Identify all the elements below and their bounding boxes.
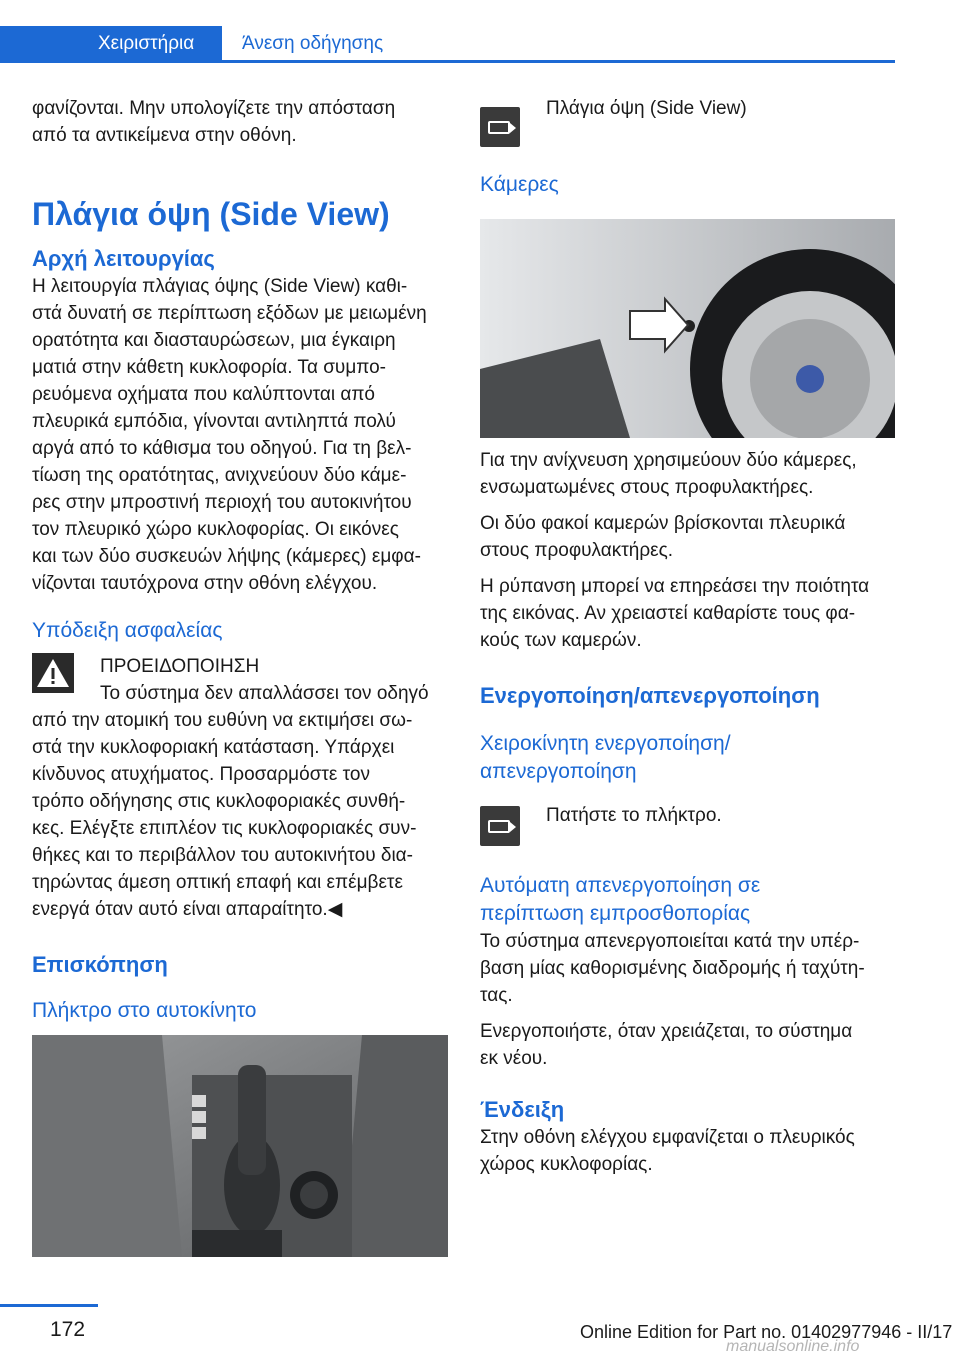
text-line: θήκες και το περιβάλλον του αυτοκινήτου δια‐ [32, 845, 413, 866]
text-line: εκ νέου. [480, 1048, 548, 1069]
text-line: ματιά στην κάθετη κυκλοφορία. Τα συμπο‐ [32, 357, 387, 378]
center-console-illustration [32, 1035, 448, 1257]
overview-heading: Επισκόπηση [32, 952, 168, 977]
text-line: πλευρικά εμπόδια, γίνονται αντιληπτά πολύ [32, 411, 396, 432]
text-line: Το σύστημα απενεργοποιείται κατά την υπέρ‐ [480, 931, 860, 952]
text-line: τας. [480, 985, 513, 1006]
text-line: στά δυνατή σε περίπτωση εξόδων με μειωμένη [32, 303, 427, 324]
text-line: κες. Ελέγξτε επιπλέον τις κυκλοφοριακές συν‐ [32, 818, 417, 839]
principle-heading: Αρχή λειτουργίας [32, 246, 215, 271]
side-view-camera-icon [480, 107, 520, 147]
text-line: Για την ανίχνευση χρησιμεύουν δύο κάμερες, [480, 450, 857, 471]
text-line: κίνδυνος ατυχήματος. Προσαρμόστε τον [32, 764, 370, 785]
warning-triangle-icon [32, 653, 74, 693]
text-line: αργά από το κάθισμα του οδηγού. Για τη βελ‐ [32, 438, 412, 459]
display-heading: Ένδειξη [480, 1097, 565, 1122]
text-line: ενεργά όταν αυτό είναι απαραίτητο.◀ [32, 899, 343, 920]
text-line: ρες στην μπροστινή περιοχή του αυτοκινήτου [32, 492, 412, 513]
text-line: βαση μίας καθορισμένης διαδρομής ή ταχύτη‐ [480, 958, 865, 979]
auto-heading-line: περίπτωση εμπροσθοπορίας [480, 902, 751, 925]
right-column [480, 95, 900, 199]
bumper-camera-illustration [480, 219, 895, 438]
watermark: manualsonline.info [726, 1338, 860, 1355]
warning-first-line: Το σύστημα δεν απαλλάσσει τον οδηγό [100, 683, 429, 704]
activation-heading: Ενεργοποίηση/απενεργοποίηση [480, 683, 820, 708]
page-number: 172 [50, 1318, 86, 1341]
side-view-label: Πλάγια όψη (Side View) [546, 98, 747, 119]
header-bar [0, 0, 960, 62]
text-line: από την ατομική του ευθύνη να εκτιμήσει σω‐ [32, 710, 413, 731]
text-line: ενσωματωμένες στους προφυλακτήρες. [480, 477, 814, 498]
auto-heading-line: Αυτόματη απενεργοποίηση σε [480, 874, 761, 897]
text-line: χώρος κυκλοφορίας. [480, 1154, 653, 1175]
tab-driving-comfort[interactable]: Άνεση οδήγησης [242, 33, 384, 54]
text-line: ορατότητα και διασταυρώσεων, μια έγκαιρη [32, 330, 396, 351]
section-title: Πλάγια όψη (Side View) [32, 196, 390, 232]
edition-label: Online Edition for Part no. 01402977946 - II/17 [580, 1322, 953, 1342]
press-button-text: Πατήστε το πλήκτρο. [546, 805, 722, 826]
center-console-photo [32, 1035, 448, 1257]
manual-heading-line: απενεργοποίηση [480, 760, 637, 783]
bumper-camera-photo [480, 219, 895, 438]
text-line: Η λειτουργία πλάγιας όψης (Side View) καθι‐ [32, 276, 408, 297]
text-line: Η ρύπανση μπορεί να επηρεάσει την ποιότητα [480, 576, 870, 597]
warning-text [32, 707, 452, 923]
text-line: στά την κυκλοφοριακή κατάσταση. Υπάρχει [32, 737, 395, 758]
text-line: τηρώντας άμεση οπτική επαφή και επέμβετε [32, 872, 403, 893]
footer-divider [0, 1304, 98, 1307]
text-line: στους προφυλακτήρες. [480, 540, 674, 561]
text-line: Στην οθόνη ελέγχου εμφανίζεται ο πλευρικός [480, 1127, 855, 1148]
button-in-car-heading: Πλήκτρο στο αυτοκίνητο [32, 999, 257, 1022]
text-line: της εικόνας. Αν χρειαστεί καθαρίστε τους φα‐ [480, 603, 856, 624]
side-view-camera-icon [480, 806, 520, 846]
text-line: ρευόμενα οχήματα που καλύπτονται από [32, 384, 376, 405]
intro-line: από τα αντικείμενα στην οθόνη. [32, 125, 297, 146]
text-line: κούς των καμερών. [480, 630, 642, 651]
principle-text [32, 273, 452, 597]
manual-heading-line: Χειροκίνητη ενεργοποίηση/ [480, 732, 731, 755]
press-button-row [480, 802, 900, 846]
text-line: Ενεργοποιήστε, όταν χρειάζεται, το σύστημα [480, 1021, 853, 1042]
text-line: και των δύο συσκευών λήψης (κάμερες) εμφα‐ [32, 546, 421, 567]
tab-controls[interactable]: Χειριστήρια [0, 26, 222, 62]
text-line: νίζονται ταυτόχρονα στην οθόνη ελέγχου. [32, 573, 378, 594]
text-line: τρόπο οδήγησης στις κυκλοφοριακές συνθή‐ [32, 791, 406, 812]
intro-line: φανίζονται. Μην υπολογίζετε την απόσταση [32, 98, 396, 119]
cameras-heading: Κάμερες [480, 173, 559, 196]
header-divider [0, 60, 895, 63]
warning-title: ΠΡΟΕΙΔΟΠΟΙΗΣΗ [100, 656, 260, 677]
text-line: τίωση της ορατότητας, ανιχνεύουν δύο κάμε‐ [32, 465, 407, 486]
right-column-lower [480, 447, 900, 1178]
text-line: τον πλευρικό χώρο κυκλοφορίας. Οι εικόνες [32, 519, 399, 540]
text-line: Οι δύο φακοί καμερών βρίσκονται πλευρικά [480, 513, 846, 534]
safety-heading: Υπόδειξη ασφαλείας [32, 619, 223, 642]
side-view-button-row [480, 95, 900, 147]
left-column [32, 95, 452, 1025]
warning-block [32, 653, 452, 707]
